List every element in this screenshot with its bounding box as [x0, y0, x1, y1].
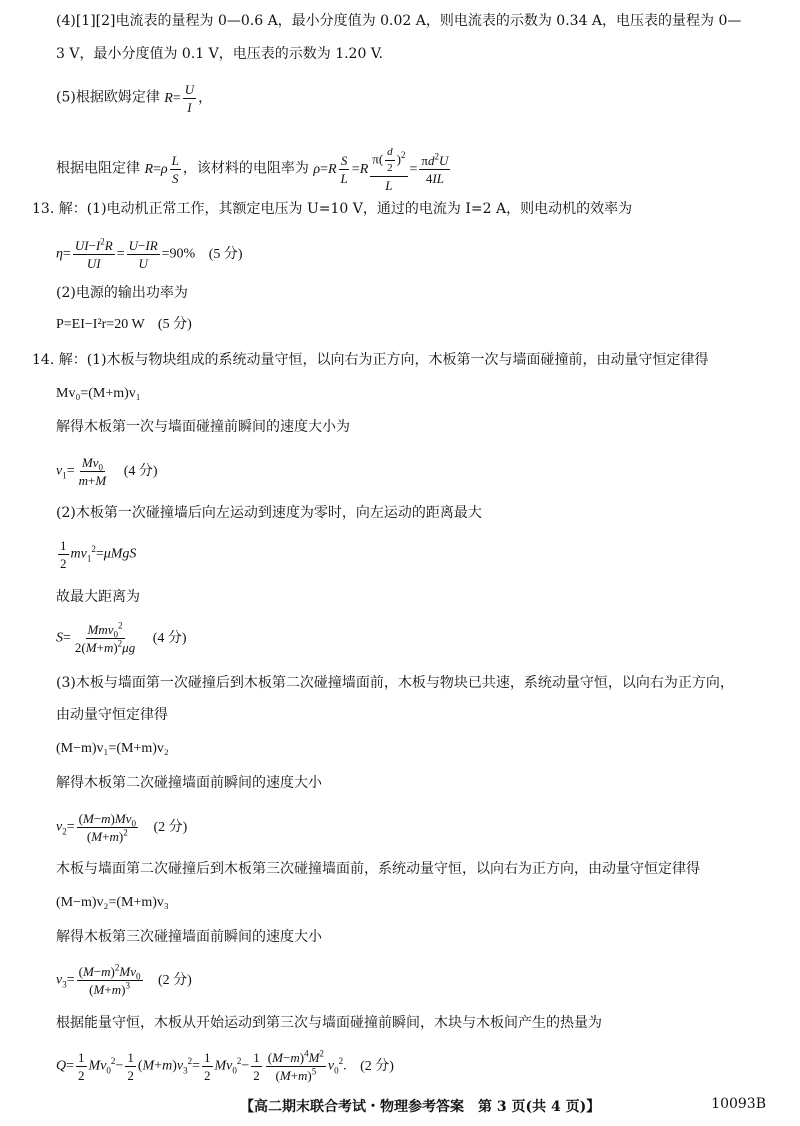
- q14-v1-formula: $v_1=$ $\frac{Mv_0}{m+M}$ (4 分): [56, 455, 158, 488]
- q14-part3-line1: (3)木板与墙面第一次碰撞后到木板第二次碰撞墙面前，木板与物块已共速，系统动量守恒，以向右为正方向，: [56, 675, 734, 691]
- q13-intro: 13. 解：(1)电动机正常工作，其额定电压为 U=10 V，通过的电流为 I=2 A，则电动机的效率为: [32, 201, 633, 217]
- score: (2 分): [158, 972, 192, 988]
- q12-part4-line1: (4)[1][2]电流表的量程为 0—0.6 A，最小分度值为 0.02 A，则电流表的示数为 0.34 A，电压表的量程为 0—: [56, 13, 742, 29]
- score: (4 分): [123, 463, 158, 479]
- q14-text-v1: 解得木板第一次与墙面碰撞前瞬间的速度大小为: [56, 419, 350, 435]
- score: (2 分): [360, 1058, 394, 1074]
- score: (2 分): [153, 819, 188, 835]
- q14-momentum-eq3: (M−m)v₂=(M+m)v₃: [56, 895, 169, 910]
- q12-part4-line2: 3 V，最小分度值为 0.1 V，电压表的示数为 1.20 V.: [56, 46, 383, 62]
- q14-heat-formula: Q= $\frac{1}{2}$ $Mv_0^2-$ $\frac{1}{2}$ $(M+m)v_3^2=$ $\frac{1}{2}$ $Mv_0^2-$ $\frac{1}{2}$ $\frac{(M-m)^4M^2}{(M+m)^5}$ $v_0^2$. (2 分): [56, 1048, 394, 1083]
- formula-ohm: R= $\frac{U}{I}$ ，: [164, 82, 213, 115]
- q14-third-collision-text: 木板与墙面第二次碰撞后到木板第三次碰撞墙面前，系统动量守恒，以向右为正方向，由动量守恒定律得: [56, 861, 700, 877]
- q14-energy-text: 根据能量守恒，木板从开始运动到第三次与墙面碰撞前瞬间，木块与木板间产生的热量为: [56, 1015, 602, 1031]
- formula: P=EI−I²r=20 W: [56, 317, 145, 332]
- score: (5 分): [208, 246, 243, 262]
- formula-resistivity: ρ=R $\frac{S}{L}$ =R π( $\frac{d}{2}$ )$^2$ L = $\frac{\pi d^2U}{4IL}$: [313, 146, 449, 193]
- q14-part2: (2)木板第一次碰撞墙后向左运动到速度为零时，向左运动的距离最大: [56, 505, 482, 521]
- q14-v3-formula: $v_3=$ $\frac{(M-m)^2Mv_0}{(M+m)^3}$ (2 分): [56, 962, 192, 997]
- formula-resistance: R=ρ $\frac{L}{S}$: [144, 153, 179, 186]
- footer-title: 【高二期末联合考试・物理参考答案 第 3 页(共 4 页)】: [240, 1099, 601, 1115]
- q13-efficiency-formula: η= $\frac{UI-I^2R}{UI}$ = $\frac{U-IR}{U}$ =90% (5 分): [56, 236, 243, 271]
- q14-v2-formula: $v_2=$ $\frac{(M-m)Mv_0}{(M+m)^2}$ (2 分): [56, 811, 188, 844]
- text: 根据电阻定律: [56, 160, 145, 177]
- q12-part5-resistivity: [56, 146, 452, 193]
- footer-code: 10093B: [711, 1096, 766, 1112]
- q14-text-v2: 解得木板第二次碰撞墙面前瞬间的速度大小: [56, 775, 322, 791]
- q14-intro: 14. 解：(1)木板与物块组成的系统动量守恒，以向右为正方向，木板第一次与墙面碰撞前，由动量守恒定律得: [32, 352, 709, 368]
- q14-max-distance-text: 故最大距离为: [56, 589, 140, 605]
- q14-part3-line2: 由动量守恒定律得: [56, 707, 168, 723]
- q14-s-formula: S= $\frac{Mmv_0^2}{2(M+m)^2\mu g}$ (4 分): [56, 620, 187, 655]
- score: (4 分): [152, 630, 187, 646]
- q14-momentum-eq2: (M−m)v₁=(M+m)v₂: [56, 741, 169, 756]
- q14-momentum-eq1: Mv₀=(M+m)v₁: [56, 386, 141, 401]
- text: (5)根据欧姆定律: [56, 89, 165, 106]
- text: ，该材料的电阻率为: [182, 160, 314, 177]
- q13-power-formula: [56, 318, 192, 332]
- q14-energy-eq: $\frac{1}{2}$ $mv_1^2=\mu MgS$: [60, 538, 137, 571]
- q13-part2: (2)电源的输出功率为: [56, 285, 188, 301]
- q12-part5-ohm-law: [56, 82, 212, 115]
- score: (5 分): [157, 317, 192, 332]
- q14-text-v3: 解得木板第三次碰撞墙面前瞬间的速度大小: [56, 929, 322, 945]
